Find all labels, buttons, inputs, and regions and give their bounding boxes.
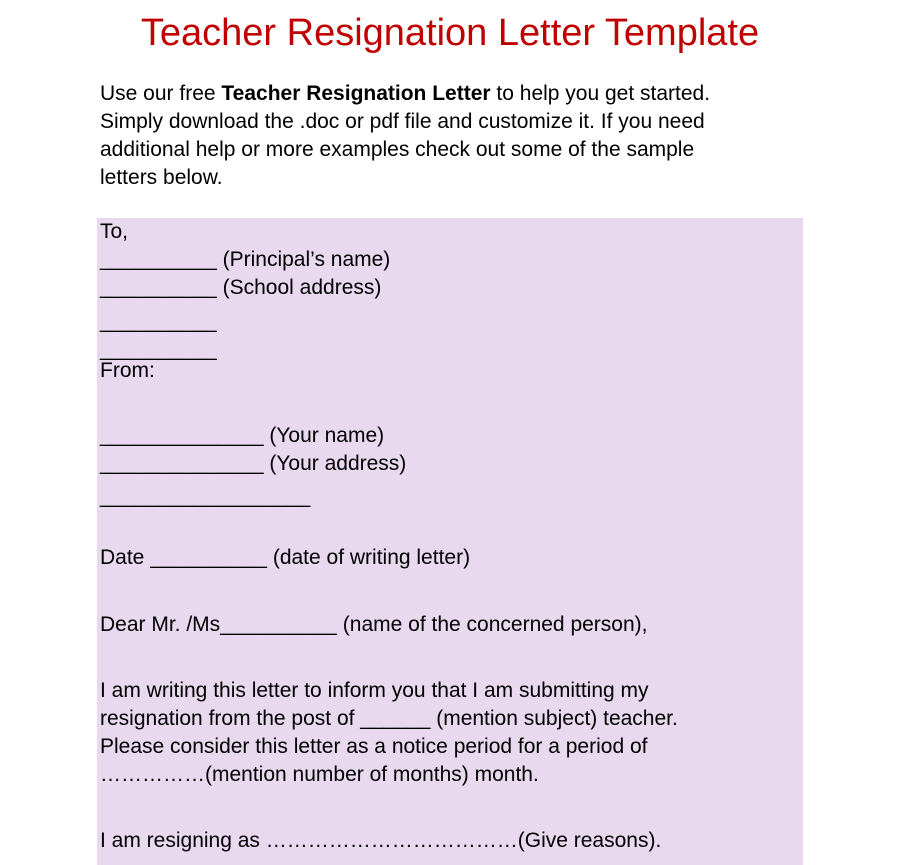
letter-body-line-2: resignation from the post of ______ (mention subject) teacher. — [100, 707, 678, 730]
page-title: Teacher Resignation Letter Template — [140, 12, 760, 54]
intro-line-1-post: to help you get started. — [490, 82, 711, 105]
intro-paragraph — [100, 80, 820, 192]
intro-line-3: additional help or more examples check out some of the sample — [100, 138, 695, 161]
letter-from: From: — [100, 359, 155, 382]
letter-salutation: Dear Mr. /Ms__________ (name of the concerned person), — [100, 613, 648, 636]
letter-to-blank-2: __________ — [100, 338, 217, 361]
letter-date: Date __________ (date of writing letter) — [100, 546, 471, 569]
intro-line-1-pre: Use our free — [100, 82, 222, 105]
letter-body-line-1: I am writing this letter to inform you that I am submitting my — [100, 679, 649, 702]
letter-principal-name: __________ (Principal’s name) — [100, 248, 391, 271]
letter-to: To, — [100, 220, 129, 243]
letter-from-blank: __________________ — [100, 485, 311, 508]
letter-body-line-4: ……………(mention number of months) month. — [100, 763, 539, 786]
letter-body-line-3: Please consider this letter as a notice period for a period of — [100, 735, 648, 758]
letter-your-address: ______________ (Your address) — [100, 452, 407, 475]
intro-line-1 — [100, 80, 820, 108]
intro-bold-link-text: Teacher Resignation Letter — [221, 82, 491, 105]
intro-line-4: letters below. — [100, 166, 223, 189]
letter-your-name: ______________ (Your name) — [100, 424, 385, 447]
intro-line-2: Simply download the .doc or pdf file and customize it. If you need — [100, 110, 705, 133]
letter-school-address: __________ (School address) — [100, 276, 382, 299]
letter-to-blank-1: __________ — [100, 310, 217, 333]
letter-reasons: I am resigning as ………………………………(Give reasons). — [100, 829, 662, 852]
